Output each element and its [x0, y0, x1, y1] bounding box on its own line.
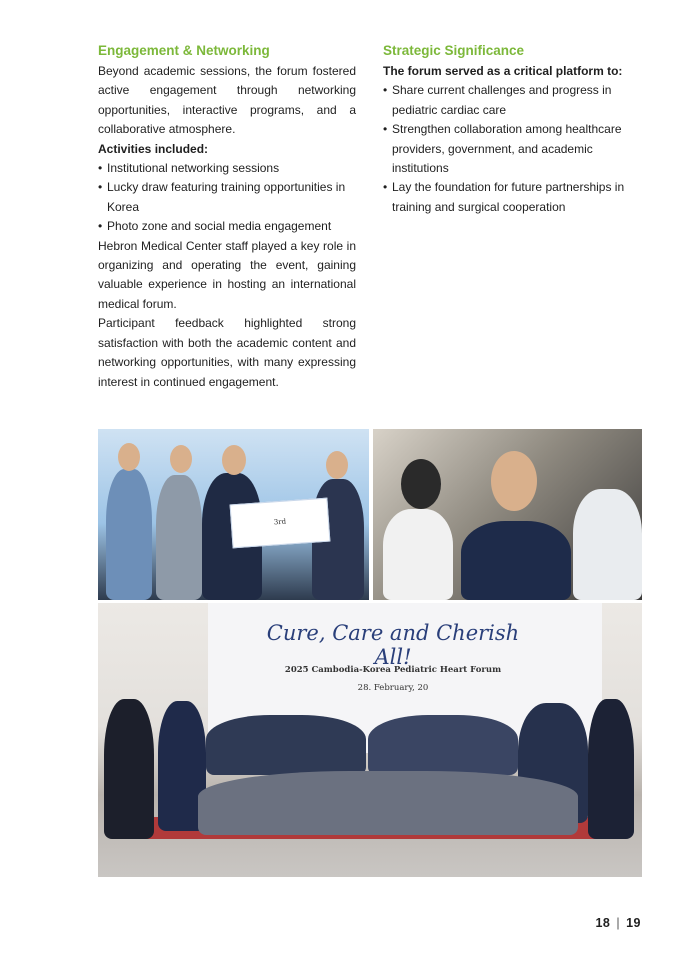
activity-item: • Photo zone and social media engagement — [98, 217, 356, 236]
staff-paragraph: Hebron Medical Center staff played a key role in organizing and operating the event, gaining valuable experience in hosting an international medical forum. — [98, 238, 356, 311]
banner-title: 2025 Cambodia-Korea Pediatric Heart Forum — [284, 665, 502, 675]
activity-item: • Institutional networking sessions — [98, 159, 356, 178]
group-people — [98, 603, 642, 877]
person-figure — [106, 469, 152, 600]
strategic-item: • Share current challenges and progress in pediatric cardiac care — [383, 81, 633, 120]
banner-slogan: Cure, Care and Cherish All! — [266, 621, 520, 669]
person-head — [170, 445, 192, 473]
engagement-heading: Engagement & Networking — [98, 43, 270, 58]
person-head — [491, 451, 537, 511]
award-photo — [98, 429, 369, 600]
strategic-section — [383, 42, 633, 217]
engagement-intro: Beyond academic sessions, the forum fostered active engagement through networking opportunities, interactive programs, and a collaborative atmosphere. — [98, 64, 356, 137]
feedback-paragraph: Participant feedback highlighted strong satisfaction with both the academic content and networking opportunities, with many expressing interest in continued engagement. — [98, 316, 356, 389]
page-numbers — [595, 916, 641, 930]
person-figure — [588, 699, 634, 839]
person-figure — [206, 715, 366, 775]
person-head — [326, 451, 348, 479]
page-number-right: 19 — [626, 916, 641, 930]
person-figure — [461, 521, 571, 600]
banner-date: 28. February, 20 — [357, 683, 429, 693]
strategic-list — [383, 81, 633, 217]
person-figure — [573, 489, 642, 600]
person-figure — [198, 771, 578, 835]
group-photo — [98, 603, 642, 877]
person-figure — [383, 509, 453, 600]
person-head — [401, 459, 441, 509]
networking-photo — [373, 429, 642, 600]
strategic-heading: Strategic Significance — [383, 43, 525, 58]
strategic-intro: The forum served as a critical platform to: — [383, 64, 623, 78]
person-figure — [156, 475, 202, 600]
person-figure — [104, 699, 154, 839]
page-number-left: 18 — [595, 916, 611, 930]
page-number-separator: | — [616, 916, 621, 930]
activities-list — [98, 159, 356, 237]
activity-item: • Lucky draw featuring training opportunities in Korea — [98, 178, 356, 217]
person-figure — [368, 715, 518, 775]
strategic-item: • Lay the foundation for future partnerships in training and surgical cooperation — [383, 178, 633, 217]
strategic-item: • Strengthen collaboration among healthcare providers, government, and academic institutions — [383, 120, 633, 178]
activities-label: Activities included: — [98, 141, 209, 156]
person-head — [118, 443, 140, 471]
person-head — [222, 445, 246, 475]
award-certificate: 3rd — [230, 498, 331, 549]
engagement-section — [98, 42, 356, 392]
